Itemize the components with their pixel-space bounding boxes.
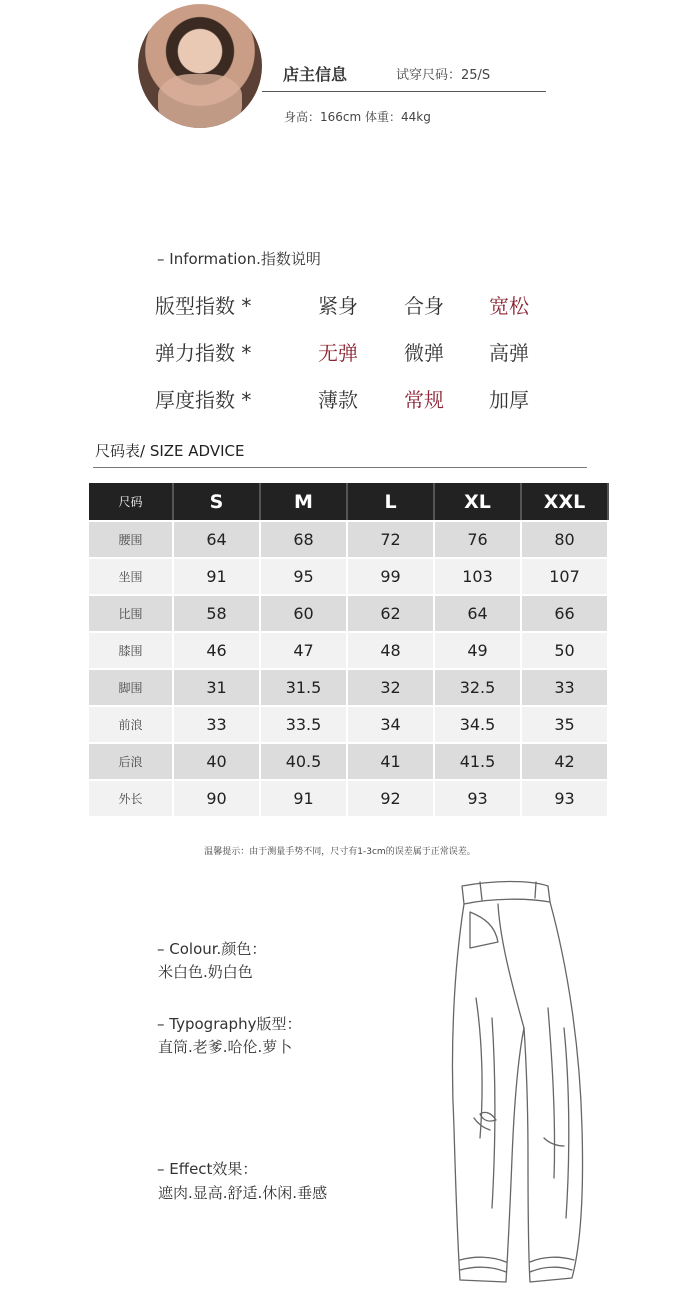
table-row (89, 631, 609, 668)
stretch-option-high: 高弹 (489, 341, 529, 365)
table-row (89, 742, 609, 779)
header-cell: S (174, 483, 261, 520)
typography-heading: – Typography版型： (157, 1015, 302, 1033)
table-cell: 107 (522, 557, 609, 594)
typography-value: 直筒.老爹.哈伦.萝卜 (158, 1038, 293, 1056)
size-title-divider (93, 467, 587, 468)
table-cell: 50 (522, 631, 609, 668)
table-cell: 68 (261, 520, 348, 557)
table-cell: 64 (174, 520, 261, 557)
table-row (89, 705, 609, 742)
measurement-note: 温馨提示：由于测量手势不同，尺寸有1-3cm的误差属于正常误差。 (204, 847, 476, 857)
header-cell: 尺码 (89, 483, 174, 520)
table-cell: 31 (174, 668, 261, 705)
table-cell: 62 (348, 594, 435, 631)
table-cell: 60 (261, 594, 348, 631)
table-row (89, 557, 609, 594)
table-cell: 坐围 (89, 557, 174, 594)
avatar (138, 4, 262, 128)
table-cell: 外长 (89, 779, 174, 816)
effect-heading: – Effect效果： (157, 1160, 258, 1178)
fit-option-loose: 宽松 (489, 294, 529, 318)
table-cell: 32 (348, 668, 435, 705)
header-cell: XXL (522, 483, 609, 520)
stretch-index-label: 弹力指数 * (155, 341, 252, 365)
thickness-index-label: 厚度指数 * (155, 388, 252, 412)
fit-option-tight: 紧身 (318, 294, 358, 318)
table-cell: 80 (522, 520, 609, 557)
table-cell: 40.5 (261, 742, 348, 779)
table-cell: 99 (348, 557, 435, 594)
table-cell: 42 (522, 742, 609, 779)
table-cell: 33 (522, 668, 609, 705)
table-cell: 95 (261, 557, 348, 594)
header-cell: L (348, 483, 435, 520)
table-cell: 40 (174, 742, 261, 779)
table-row (89, 520, 609, 557)
thickness-option-regular: 常规 (404, 388, 444, 412)
table-cell: 46 (174, 631, 261, 668)
table-row (89, 668, 609, 705)
table-cell: 76 (435, 520, 522, 557)
stretch-option-none: 无弹 (318, 341, 358, 365)
table-cell: 31.5 (261, 668, 348, 705)
thickness-option-thin: 薄款 (318, 388, 358, 412)
table-cell: 41 (348, 742, 435, 779)
table-cell: 34 (348, 705, 435, 742)
table-cell: 92 (348, 779, 435, 816)
table-cell: 58 (174, 594, 261, 631)
table-row (89, 779, 609, 816)
info-index-heading: – Information.指数说明 (157, 250, 321, 268)
table-cell: 64 (435, 594, 522, 631)
table-cell: 前浪 (89, 705, 174, 742)
table-cell: 脚围 (89, 668, 174, 705)
table-cell: 33 (174, 705, 261, 742)
table-cell: 膝围 (89, 631, 174, 668)
header-cell: XL (435, 483, 522, 520)
table-cell: 41.5 (435, 742, 522, 779)
table-cell: 48 (348, 631, 435, 668)
table-cell: 32.5 (435, 668, 522, 705)
table-cell: 后浪 (89, 742, 174, 779)
table-cell: 103 (435, 557, 522, 594)
thickness-option-thick: 加厚 (489, 388, 529, 412)
size-table (89, 483, 609, 816)
table-cell: 91 (174, 557, 261, 594)
table-cell: 腰围 (89, 520, 174, 557)
table-cell: 比围 (89, 594, 174, 631)
table-cell: 66 (522, 594, 609, 631)
colour-heading: – Colour.颜色： (157, 940, 267, 958)
header-divider (262, 91, 546, 92)
colour-value: 米白色.奶白色 (158, 963, 253, 981)
fit-index-label: 版型指数 * (155, 294, 252, 318)
header-cell: M (261, 483, 348, 520)
table-cell: 33.5 (261, 705, 348, 742)
table-cell: 47 (261, 631, 348, 668)
size-table-title: 尺码表/ SIZE ADVICE (95, 442, 245, 460)
pants-sketch-image (440, 878, 600, 1296)
effect-value: 遮肉.显高.舒适.休闲.垂感 (158, 1184, 328, 1202)
table-row (89, 594, 609, 631)
table-cell: 93 (435, 779, 522, 816)
table-cell: 91 (261, 779, 348, 816)
height-weight-label: 身高：166cm 体重：44kg (284, 110, 431, 124)
table-cell: 34.5 (435, 705, 522, 742)
try-size-label: 试穿尺码：25/S (396, 68, 491, 83)
owner-info-title: 店主信息 (283, 65, 348, 84)
table-cell: 93 (522, 779, 609, 816)
size-table-header (89, 483, 609, 520)
table-cell: 49 (435, 631, 522, 668)
table-cell: 90 (174, 779, 261, 816)
stretch-option-slight: 微弹 (404, 341, 444, 365)
fit-option-regular: 合身 (404, 294, 444, 318)
table-cell: 72 (348, 520, 435, 557)
table-cell: 35 (522, 705, 609, 742)
